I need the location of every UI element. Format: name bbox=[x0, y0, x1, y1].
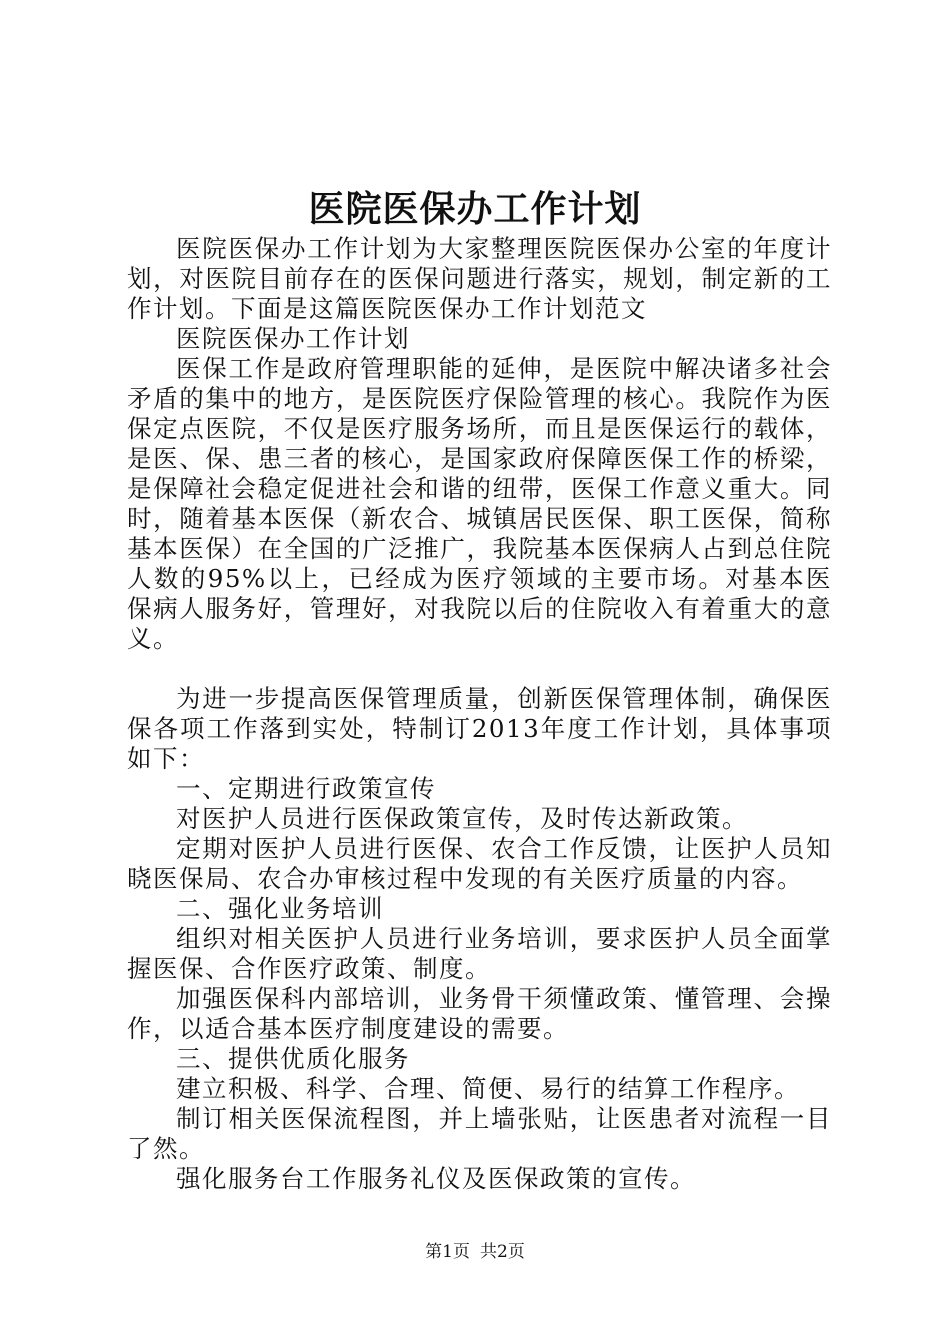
page-footer bbox=[0, 1241, 950, 1263]
section-1-item-2: 定期对医护人员进行医保、农合工作反馈，让医护人员知晓医保局、农合办审核过程中发现的有关医疗质量的内容。 bbox=[127, 834, 832, 893]
page-number: 第1页 bbox=[425, 1242, 470, 1262]
section-heading-2: 二、强化业务培训 bbox=[176, 894, 384, 923]
page-total: 共2页 bbox=[480, 1242, 525, 1262]
section-3-item-3: 强化服务台工作服务礼仪及医保政策的宣传。 bbox=[176, 1164, 696, 1193]
plan-heading: 医院医保办工作计划 bbox=[176, 324, 410, 353]
intro-paragraph: 医院医保办工作计划为大家整理医院医保办公室的年度计划，对医院目前存在的医保问题进行落实，规划，制定新的工作计划。下面是这篇医院医保办工作计划范文 bbox=[127, 234, 832, 323]
purpose-paragraph: 为进一步提高医保管理质量，创新医保管理体制，确保医保各项工作落到实处，特制订2013年度工作计划，具体事项如下： bbox=[127, 684, 832, 773]
section-heading-1: 一、定期进行政策宣传 bbox=[176, 774, 436, 803]
section-2-item-1: 组织对相关医护人员进行业务培训，要求医护人员全面掌握医保、合作医疗政策、制度。 bbox=[127, 924, 832, 983]
background-paragraph: 医保工作是政府管理职能的延伸，是医院中解决诸多社会矛盾的集中的地方，是医院医疗保险管理的核心。我院作为医保定点医院，不仅是医疗服务场所，而且是医保运行的载体，是医、保、患三者的核心，是国家政府保障医保工作的桥梁，是保障社会稳定促进社会和谐的纽带，医保工作意义重大。同时，随着基本医保（新农合、城镇居民医保、职工医保，简称基本医保）在全国的广泛推广，我院基本医保病人占到总住院人数的95%以上，已经成为医疗领域的主要市场。对基本医保病人服务好，管理好，对我院以后的住院收入有着重大的意义。 bbox=[127, 354, 832, 653]
document-body bbox=[127, 234, 832, 1194]
section-1-item-1: 对医护人员进行医保政策宣传，及时传达新政策。 bbox=[176, 804, 748, 833]
document-title: 医院医保办工作计划 bbox=[308, 188, 642, 230]
section-heading-3: 三、提供优质化服务 bbox=[176, 1044, 410, 1073]
section-2-item-2: 加强医保科内部培训，业务骨干须懂政策、懂管理、会操作，以适合基本医疗制度建设的需要。 bbox=[127, 984, 832, 1043]
section-3-item-1: 建立积极、科学、合理、简便、易行的结算工作程序。 bbox=[176, 1074, 800, 1103]
section-3-item-2: 制订相关医保流程图，并上墙张贴，让医患者对流程一目了然。 bbox=[127, 1104, 832, 1163]
